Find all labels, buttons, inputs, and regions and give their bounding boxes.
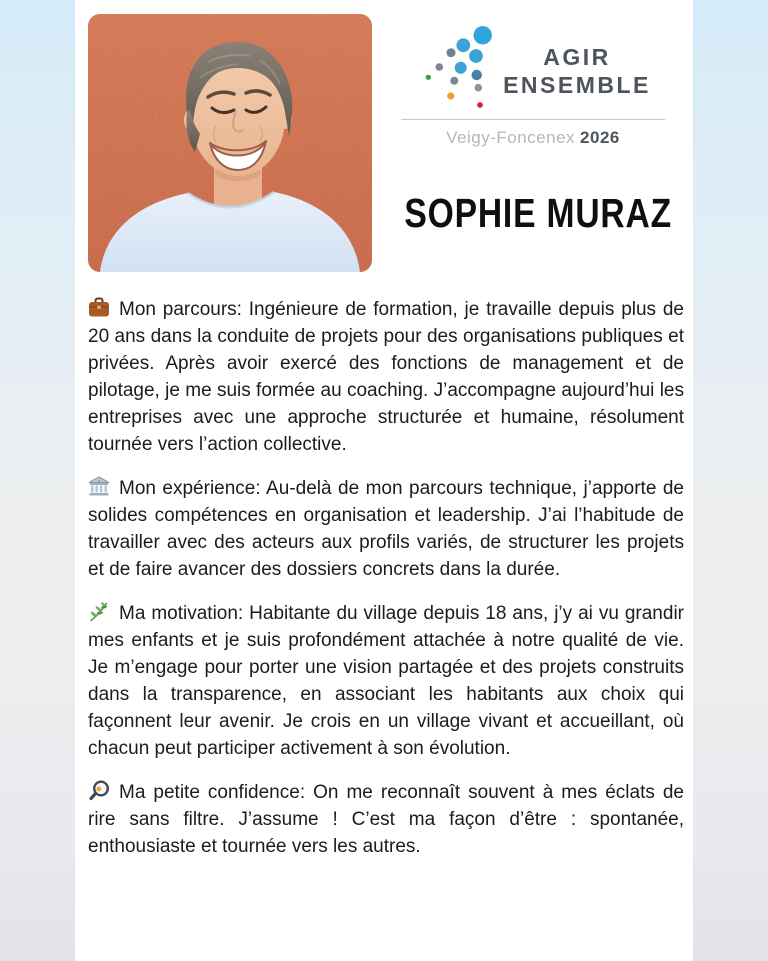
candidate-photo — [88, 14, 372, 272]
paragraph-text: Ma petite confidence: On me reconnaît souvent à mes éclats de rire sans filtre. J’assume ! C’est ma façon d’être : spontanée, enthousiaste et tournée vers les autres. — [88, 782, 684, 857]
logo-wordmark — [503, 44, 651, 99]
paragraph-experience — [88, 475, 684, 583]
logo-dots-icon — [415, 20, 495, 112]
logo-subtitle-year: 2026 — [580, 128, 620, 147]
header — [375, 14, 691, 237]
logo-line2: ENSEMBLE — [503, 71, 651, 98]
briefcase-icon — [88, 297, 110, 318]
classical-building-icon — [88, 476, 110, 497]
paragraph-confidence — [88, 779, 684, 860]
paragraph-text: Ma motivation: Habitante du village depuis 18 ans, j’y ai vu grandir mes enfants et je suis profondément attachée à notre qualité de vie. Je m’engage pour porter une vision partagée et des projets construits dans la transparence, en associant les habitants aux choix qui façonnent leur avenir. Je crois en un village vivant et accueillant, où chacun peut participer activement à son évolution. — [88, 603, 684, 759]
portrait-illustration — [88, 14, 372, 272]
logo-subtitle — [375, 128, 691, 148]
content-panel — [75, 0, 693, 961]
paragraph-text: Mon expérience: Au-delà de mon parcours technique, j’apporte de solides compétences en organisation et leadership. J’ai l’habitude de travailler avec des acteurs aux profils variés, de structurer les projets et de faire avancer des dossiers concrets dans la durée. — [88, 478, 684, 580]
bio-text — [88, 296, 684, 877]
paragraph-motivation — [88, 600, 684, 762]
candidate-name: SOPHIE MURAZ — [404, 190, 672, 236]
magnifying-glass-icon — [88, 780, 110, 801]
logo-divider — [401, 119, 665, 120]
logo — [375, 14, 691, 112]
paragraph-parcours — [88, 296, 684, 458]
paragraph-text: Mon parcours: Ingénieure de formation, je travaille depuis plus de 20 ans dans la conduite de projets pour des organisations publiques et privées. Après avoir exercé des fonctions de management et de pilotage, je me suis formée au coaching. J’accompagne aujourd’hui les entreprises avec une approche structurée et humaine, résolument tournée vers l’action collective. — [88, 299, 684, 455]
logo-subtitle-city: Veigy-Foncenex — [446, 128, 576, 147]
herb-icon — [88, 601, 110, 622]
logo-line1: AGIR — [543, 44, 611, 70]
